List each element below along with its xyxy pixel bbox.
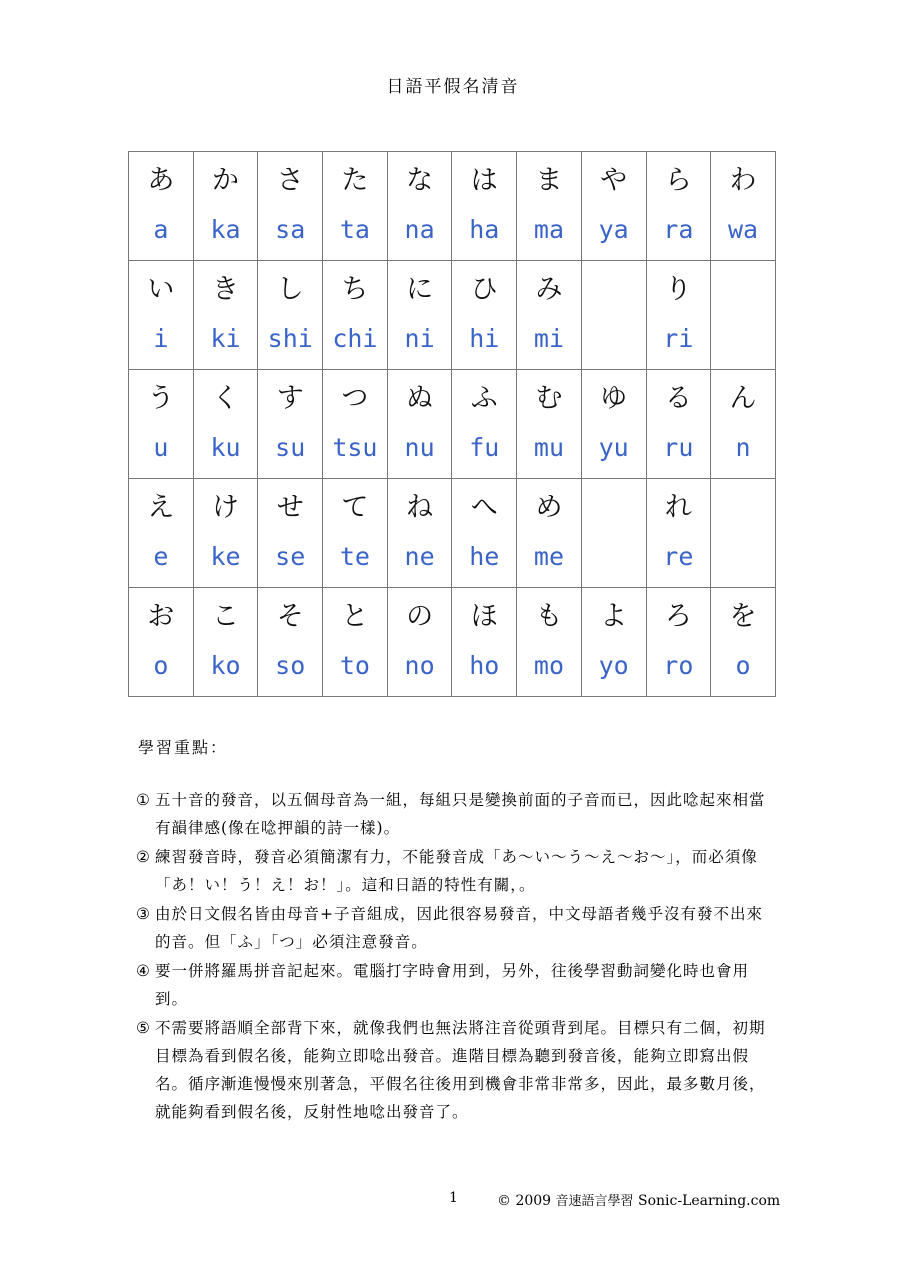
kana-character: の — [406, 601, 434, 632]
kana-cell — [129, 479, 194, 588]
kana-cell — [452, 370, 517, 479]
study-points-list — [136, 786, 776, 1127]
copyright-prefix: © 2009 — [497, 1193, 556, 1209]
romaji-reading: ri — [663, 324, 694, 353]
kana-cell — [193, 479, 258, 588]
kana-cell — [323, 261, 388, 370]
romaji-reading: hi — [469, 324, 500, 353]
kana-cell — [323, 370, 388, 479]
romaji-reading: ta — [339, 215, 370, 244]
kana-character: ま — [535, 165, 563, 196]
kana-character: ぬ — [406, 383, 434, 414]
kana-character: え — [147, 492, 175, 523]
kana-character: し — [276, 274, 304, 305]
kana-character: こ — [212, 601, 240, 632]
romaji-reading: so — [275, 651, 306, 680]
kana-character: ゆ — [600, 383, 628, 414]
kana-cell — [581, 370, 646, 479]
kana-table — [128, 151, 776, 697]
romaji-reading: chi — [332, 324, 378, 353]
kana-character: ひ — [470, 274, 498, 305]
study-point-number: ④ — [136, 962, 151, 980]
romaji-reading — [582, 319, 646, 367]
kana-cell — [129, 152, 194, 261]
page-number: 1 — [449, 1190, 458, 1206]
study-point — [136, 900, 776, 956]
romaji-reading: ro — [663, 651, 694, 680]
kana-character: む — [535, 383, 563, 414]
romaji-reading: me — [533, 542, 565, 571]
romaji-reading: re — [663, 542, 694, 571]
kana-character: な — [406, 165, 434, 196]
kana-cell — [387, 479, 452, 588]
kana-row — [129, 261, 776, 370]
kana-cell — [581, 261, 646, 370]
kana-row — [129, 479, 776, 588]
study-point-text: 由於日文假名皆由母音+子音組成，因此很容易發音，中文母語者幾乎沒有發不出來的音。但「ふ」「つ」必須注意發音。 — [155, 905, 763, 951]
romaji-reading: ni — [404, 324, 435, 353]
romaji-reading: a — [153, 215, 169, 244]
kana-cell — [517, 152, 582, 261]
kana-cell — [193, 261, 258, 370]
romaji-reading: mu — [533, 433, 565, 462]
kana-cell — [129, 261, 194, 370]
romaji-reading: shi — [267, 324, 313, 353]
site-name: Sonic-Learning.com — [633, 1193, 781, 1209]
kana-character: や — [600, 165, 628, 196]
kana-character: は — [470, 165, 498, 196]
kana-character: き — [212, 274, 240, 305]
romaji-reading: na — [404, 215, 435, 244]
kana-character: わ — [729, 165, 757, 196]
study-point — [136, 843, 776, 899]
page-title: 日語平假名清音 — [386, 77, 520, 97]
kana-character: す — [276, 383, 304, 414]
study-point-text: 要一併將羅馬拼音記起來。電腦打字時會用到，另外，往後學習動詞變化時也會用到。 — [155, 962, 750, 1008]
kana-cell — [646, 588, 711, 697]
kana-character: ふ — [470, 383, 498, 414]
kana-cell — [129, 370, 194, 479]
kana-cell — [258, 152, 323, 261]
study-point-text: 練習發音時，發音必須簡潔有力，不能發音成「あ〜い〜う〜え〜お〜」，而必須像「あ！い！う！え！お！」。這和日語的特性有關，。 — [155, 848, 758, 894]
kana-character: く — [212, 383, 240, 414]
romaji-reading: ru — [663, 433, 694, 462]
kana-cell — [646, 370, 711, 479]
study-point-text: 五十音的發音，以五個母音為一組，每組只是變換前面的子音而已，因此唸起來相當有韻律感(像在唸押韻的詩一樣)。 — [155, 791, 766, 837]
kana-cell — [581, 152, 646, 261]
romaji-reading: o — [153, 651, 169, 680]
romaji-reading: te — [339, 542, 370, 571]
romaji-reading: o — [735, 651, 751, 680]
kana-cell — [387, 261, 452, 370]
kana-cell — [193, 370, 258, 479]
romaji-reading: fu — [469, 433, 500, 462]
kana-cell — [323, 588, 388, 697]
study-point — [136, 786, 776, 842]
romaji-reading: mi — [533, 324, 565, 353]
kana-character: い — [147, 274, 175, 305]
kana-character: も — [535, 601, 563, 632]
romaji-reading: yu — [598, 433, 629, 462]
kana-character — [582, 479, 646, 537]
kana-character: れ — [664, 492, 692, 523]
kana-cell — [129, 588, 194, 697]
romaji-reading — [711, 537, 775, 585]
kana-character: う — [147, 383, 175, 414]
romaji-reading: sa — [275, 215, 306, 244]
romaji-reading: ke — [210, 542, 241, 571]
romaji-reading: he — [469, 542, 500, 571]
kana-cell — [711, 479, 776, 588]
kana-cell — [258, 588, 323, 697]
romaji-reading: ko — [210, 651, 241, 680]
kana-cell — [517, 261, 582, 370]
kana-cell — [581, 479, 646, 588]
romaji-reading — [711, 319, 775, 367]
kana-character: め — [535, 492, 563, 523]
kana-character — [582, 261, 646, 319]
kana-cell — [193, 152, 258, 261]
kana-character: ち — [341, 274, 369, 305]
kana-cell — [646, 152, 711, 261]
kana-cell — [193, 588, 258, 697]
kana-character: さ — [276, 165, 304, 196]
kana-character: ね — [406, 492, 434, 523]
kana-cell — [323, 152, 388, 261]
study-point — [136, 957, 776, 1013]
kana-character: せ — [276, 492, 304, 523]
romaji-reading: su — [275, 433, 306, 462]
kana-character: り — [664, 274, 692, 305]
kana-character: そ — [276, 601, 304, 632]
kana-character: ら — [664, 165, 692, 196]
study-points-heading: 學習重點： — [138, 738, 229, 757]
romaji-reading: ra — [663, 215, 694, 244]
romaji-reading: no — [404, 651, 435, 680]
romaji-reading: n — [735, 433, 751, 462]
kana-cell — [452, 152, 517, 261]
kana-cell — [452, 261, 517, 370]
kana-row — [129, 588, 776, 697]
kana-cell — [258, 261, 323, 370]
kana-cell — [646, 479, 711, 588]
kana-cell — [711, 588, 776, 697]
romaji-reading: mo — [533, 651, 565, 680]
romaji-reading: ku — [210, 433, 241, 462]
romaji-reading: u — [153, 433, 169, 462]
kana-character: に — [406, 274, 434, 305]
kana-cell — [711, 370, 776, 479]
kana-cell — [711, 152, 776, 261]
kana-character: お — [147, 601, 175, 632]
kana-character: と — [341, 601, 369, 632]
romaji-reading: e — [153, 542, 169, 571]
kana-cell — [517, 588, 582, 697]
romaji-reading — [582, 537, 646, 585]
romaji-reading: i — [153, 324, 169, 353]
kana-character: へ — [470, 492, 498, 523]
romaji-reading: ne — [404, 542, 435, 571]
kana-cell — [517, 479, 582, 588]
study-point-number: ⑤ — [136, 1019, 151, 1037]
kana-character: を — [729, 601, 757, 632]
study-point — [136, 1014, 776, 1126]
study-point-number: ① — [136, 791, 151, 809]
romaji-reading: to — [339, 651, 370, 680]
study-point-number: ③ — [136, 905, 151, 923]
romaji-reading: ma — [533, 215, 565, 244]
kana-cell — [258, 370, 323, 479]
kana-character: ほ — [470, 601, 498, 632]
kana-cell — [452, 588, 517, 697]
romaji-reading: ki — [210, 324, 241, 353]
romaji-reading: ho — [469, 651, 500, 680]
romaji-reading: ya — [598, 215, 629, 244]
kana-cell — [517, 370, 582, 479]
romaji-reading: yo — [598, 651, 629, 680]
kana-row — [129, 370, 776, 479]
kana-character: あ — [147, 165, 175, 196]
kana-cell — [711, 261, 776, 370]
kana-cell — [387, 370, 452, 479]
kana-character: る — [664, 383, 692, 414]
kana-character: つ — [341, 383, 369, 414]
kana-character: か — [212, 165, 240, 196]
romaji-reading: se — [275, 542, 306, 571]
brand-name: 音速語言學習 — [555, 1194, 634, 1209]
study-point-number: ② — [136, 848, 151, 866]
kana-cell — [323, 479, 388, 588]
kana-cell — [387, 588, 452, 697]
kana-cell — [581, 588, 646, 697]
kana-character: た — [341, 165, 369, 196]
copyright-notice — [497, 1190, 780, 1209]
romaji-reading: nu — [404, 433, 435, 462]
kana-character — [711, 479, 775, 537]
kana-cell — [258, 479, 323, 588]
kana-cell — [646, 261, 711, 370]
kana-character — [711, 261, 775, 319]
romaji-reading: ka — [210, 215, 241, 244]
kana-character: よ — [600, 601, 628, 632]
kana-cell — [387, 152, 452, 261]
kana-character: ん — [729, 383, 757, 414]
kana-character: け — [212, 492, 240, 523]
study-point-text: 不需要將語順全部背下來，就像我們也無法將注音從頭背到尾。目標只有二個，初期目標為看到假名後，能夠立即唸出發音。進階目標為聽到發音後，能夠立即寫出假名。循序漸進慢慢來別著急，平假名往後用到機會非常非常多，因此，最多數月後，就能夠看到假名後，反射性地唸出發音了。 — [155, 1019, 766, 1121]
romaji-reading: wa — [727, 215, 759, 244]
kana-character: ろ — [664, 601, 692, 632]
romaji-reading: tsu — [332, 433, 378, 462]
romaji-reading: ha — [469, 215, 500, 244]
kana-row — [129, 152, 776, 261]
kana-character: て — [341, 492, 369, 523]
kana-character: み — [535, 274, 563, 305]
kana-cell — [452, 479, 517, 588]
